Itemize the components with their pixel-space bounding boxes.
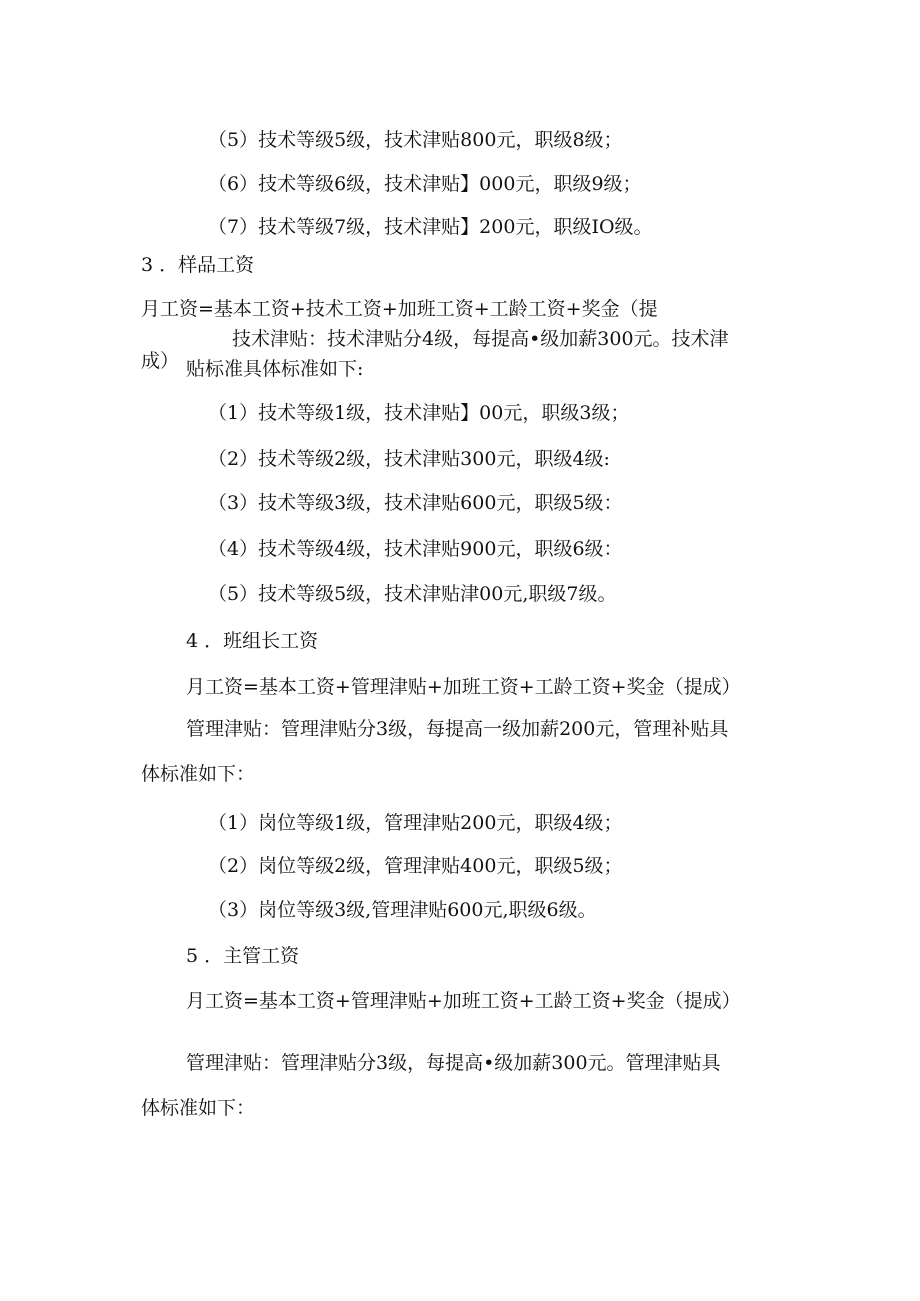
sample-item-5: （5）技术等级5级，技术津贴津00元,职级7级。 [208, 583, 617, 605]
section-3-allowance-desc-wrap: 贴标准具体标准如下: [186, 358, 364, 380]
section-5-heading: 5 ．主管工资 [186, 945, 300, 967]
sample-item-2: （2）技术等级2级，技术津贴300元，职级4级: [208, 448, 610, 470]
tech-item-5: （5）技术等级5级，技术津贴800元，职级8级； [208, 129, 623, 151]
section-4-heading: 4 ．班组长工资 [186, 630, 319, 652]
tech-item-6: （6）技术等级6级，技术津贴】000元，职级9级； [208, 173, 642, 195]
section-3-formula-wrap: 成） [141, 350, 180, 372]
team-lead-item-3: （3）岗位等级3级,管理津贴600元,职级6级。 [208, 899, 597, 921]
team-lead-item-2: （2）岗位等级2级，管理津贴400元，职级5级； [208, 855, 623, 877]
section-4-formula: 月工资=基本工资+管理津贴+加班工资+工龄工资+奖金（提成） [186, 676, 741, 698]
section-4-allowance-desc-wrap: 体标准如下： [141, 763, 256, 785]
section-3-allowance-desc: 技术津贴：技术津贴分4级，每提高•级加薪300元。技术津 [232, 328, 729, 350]
section-5-formula: 月工资=基本工资+管理津贴+加班工资+工龄工资+奖金（提成） [186, 990, 741, 1012]
section-3-formula: 月工资=基本工资+技术工资+加班工资+工龄工资+奖金（提 [141, 298, 658, 320]
section-4-allowance-desc: 管理津贴：管理津贴分3级，每提高一级加薪200元，管理补贴具 [186, 718, 729, 740]
section-5-allowance-desc-wrap: 体标准如下： [141, 1097, 256, 1119]
team-lead-item-1: （1）岗位等级1级，管理津贴200元，职级4级； [208, 812, 623, 834]
sample-item-4: （4）技术等级4级，技术津贴900元，职级6级： [208, 538, 623, 560]
sample-item-1: （1）技术等级1级，技术津贴】00元，职级3级； [208, 402, 630, 424]
tech-item-7: （7）技术等级7级，技术津贴】200元，职级IO级。 [208, 216, 653, 238]
section-3-heading: 3 ．样品工资 [141, 254, 255, 276]
sample-item-3: （3）技术等级3级，技术津贴600元，职级5级： [208, 492, 623, 514]
section-5-allowance-desc: 管理津贴：管理津贴分3级，每提高•级加薪300元。管理津贴具 [186, 1052, 721, 1074]
